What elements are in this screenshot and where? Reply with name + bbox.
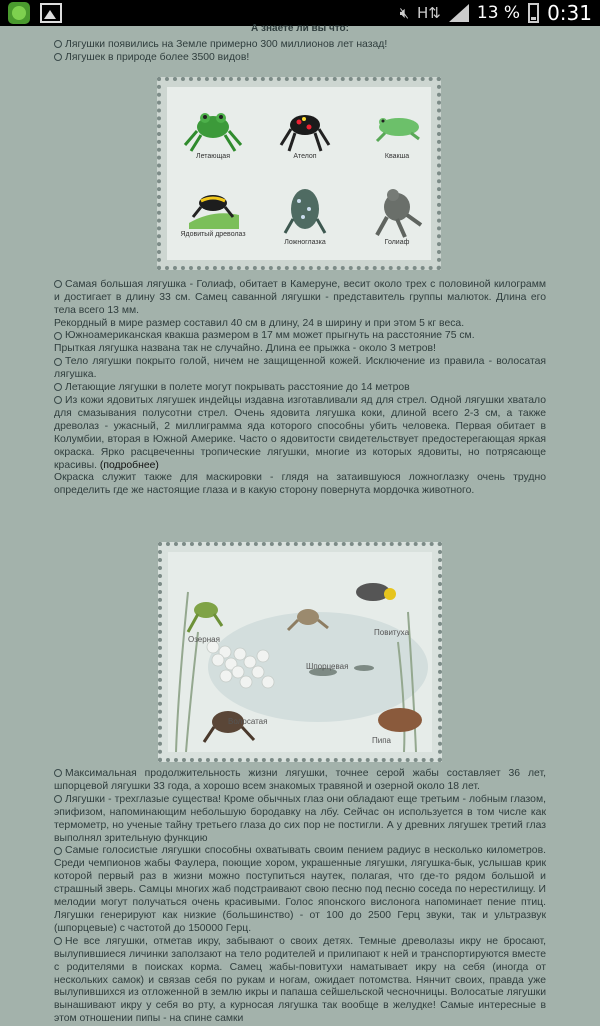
scene-label: Пипа <box>372 736 391 745</box>
bullet-icon <box>54 53 62 61</box>
scene-label: Волосатая <box>228 717 268 726</box>
goliath-frog-image <box>367 179 427 239</box>
fact-paragraph: Южноамериканская квакша размером в 17 мм может прыгнуть на расстояние 75 см. <box>54 330 546 343</box>
signal-icon <box>449 4 469 22</box>
scene-label: Повитуха <box>374 628 410 637</box>
atelopus-frog-image <box>275 101 335 153</box>
pond-scene <box>158 542 442 762</box>
bullet-icon <box>54 40 62 48</box>
data-icon: H⇅ <box>417 4 441 22</box>
fact-paragraph: Максимальная продолжительность жизни лягушки, точнее серой жабы составляет 36 лет, шпорцевой лягушки 33 года, а хорошо всем знакомых травяной и озерной около 18 лет. <box>54 768 546 792</box>
article-continued <box>54 768 546 1026</box>
bullet-icon <box>54 847 62 855</box>
scene-label: Озерная <box>188 635 220 644</box>
gallery-item: Голиаф <box>357 179 437 247</box>
gallery-item: Летающая <box>173 101 253 161</box>
fact-paragraph: Из кожи ядовитых лягушек индейцы издавна изготавливали яд для стрел. Одной лягушки хватало для смазывания полусотни стрел. Очень ядовита лягушка коки, длиной всего 2-3 см, а также древолаз - ужасный, 2 миллиграмма яда которого способны убить человека. Первая обитает в Колумбии, вторая в Южной Америке. Часто о ядовитости свидетельствует предостерегающая яркая окраска. Ярко расцвеченны тропические лягушки, многие из которых ядовиты, но потрясающе красивы. (подробнее) <box>54 394 546 471</box>
intro-line: Лягушек в природе более 3500 видов! <box>54 52 546 65</box>
intro-line: Лягушки появились на Земле примерно 300 миллионов лет назад! <box>54 39 546 52</box>
article-heading: А знаете ли вы что: <box>251 23 349 34</box>
fact-paragraph: Прыткая лягушка названа так не случайно. Длина ее прыжка - около 3 метров! <box>54 343 436 355</box>
fact-paragraph: Тело лягушки покрыто голой, ничем не защищенной кожей. Исключение из правила - волосатая лягушка. <box>54 356 546 381</box>
flying-frog-image <box>183 101 243 153</box>
fact-paragraph: Лягушки - трехглазые существа! Кроме обычных глаз они обладают еще третьим - лобным глазом, эпифизом, напоминающим небольшую бородавку на лбу. Сейчас он используется в том числе как термометр, но ученые тайну третьего глаза до сих пор не постигли. А у древних лягушек третий глаз выполнял зрительную функцию <box>54 793 546 844</box>
bullet-icon <box>54 937 62 945</box>
fact-paragraph: Не все лягушки, отметав икру, забывают о своих детях. Темные древолазы икру не бросают, вылупившиеся личинки заползают на тело родителей и прилипают к ней и транспортируются вместе с родителями в поисках корма. Самец жабы-повитухи наматывает икру на себя (иногда от нескольких самок) и связав себя по рукам и ногам, ожидает потомства. Нянчит своих, правда уже вылупившихся из отложенной в землю икры и папаша сейшельской чесночницы. Волосатые лягушки вынашивают икру у себя во рту, а курносая лягушка так вообще в желудке! Самые интересные в этом отношении пипы - на спине самки <box>54 935 546 1025</box>
gallery-item: Ядовитый древолаз <box>173 179 253 239</box>
battery-icon <box>528 3 539 23</box>
bullet-icon <box>54 795 62 803</box>
fact-paragraph: Самые голосистые лягушки способны охватывать своим пением радиус в несколько километров. Среди чемпионов жабы Фаулера, поющие хором, украшенные лягушки, лягушка-бык, услышав крик которой первый раз в жизни можно поступиться наутек, полагая, что где-то рядом большой и страшный зверь. Самцы многих жаб подстраивают свою песню под песню соседа по нерестилищу. И мелодии могут получаться очень красивыми. Голос японского вислонога напоминает пение птиц. Лягушки генерируют как низкие (большинство) - от 100 до 2500 Герц звуки, так и ультразвук (шпорцевые) с частотой до 150000 Герц. <box>54 845 546 934</box>
mute-icon: 🔇︎ <box>399 4 410 22</box>
clock: 0:31 <box>547 1 592 25</box>
battery-percent: 13 % <box>476 3 521 23</box>
gallery-item: Ателоп <box>265 101 345 161</box>
fact-paragraph: Летающие лягушки в полете могут покрывать расстояние до 14 метров <box>54 382 546 395</box>
false-eye-frog-image <box>275 179 335 239</box>
bullet-icon <box>54 396 62 404</box>
tree-frog-image <box>367 101 427 153</box>
fact-paragraph: Самая большая лягушка - Голиаф, обитает в Камеруне, весит около трех с половиной килограмм и достигает в длину 33 см. Самец саванной лягушки - представитель группы малюток. Длина его тела всего 13 мм. <box>54 278 546 316</box>
gallery-item: Ложноглазка <box>265 179 345 247</box>
bullet-icon <box>54 332 62 340</box>
gallery-item: Квакша <box>357 101 437 161</box>
bullet-icon <box>54 769 62 777</box>
gallery-icon <box>40 3 62 23</box>
pond-illustration <box>168 552 432 752</box>
species-gallery <box>157 77 441 270</box>
bullet-icon <box>54 358 62 366</box>
fact-paragraph: Окраска служит также для маскировки - глядя на затаившуюся ложноглазку очень трудно определить где же настоящие глаза и в какую сторону повернута мордочка животного. <box>54 472 546 497</box>
bullet-icon <box>54 280 62 288</box>
app-icon <box>8 2 30 24</box>
fact-paragraph: Рекордный в мире размер составил 40 см в длину, 24 в ширину и при этом 5 кг веса. <box>54 317 465 329</box>
bullet-icon <box>54 383 62 391</box>
poison-dart-frog-image <box>183 179 243 231</box>
more-link[interactable]: (подробнее) <box>99 459 159 471</box>
scene-label: Шпорцевая <box>306 662 349 671</box>
